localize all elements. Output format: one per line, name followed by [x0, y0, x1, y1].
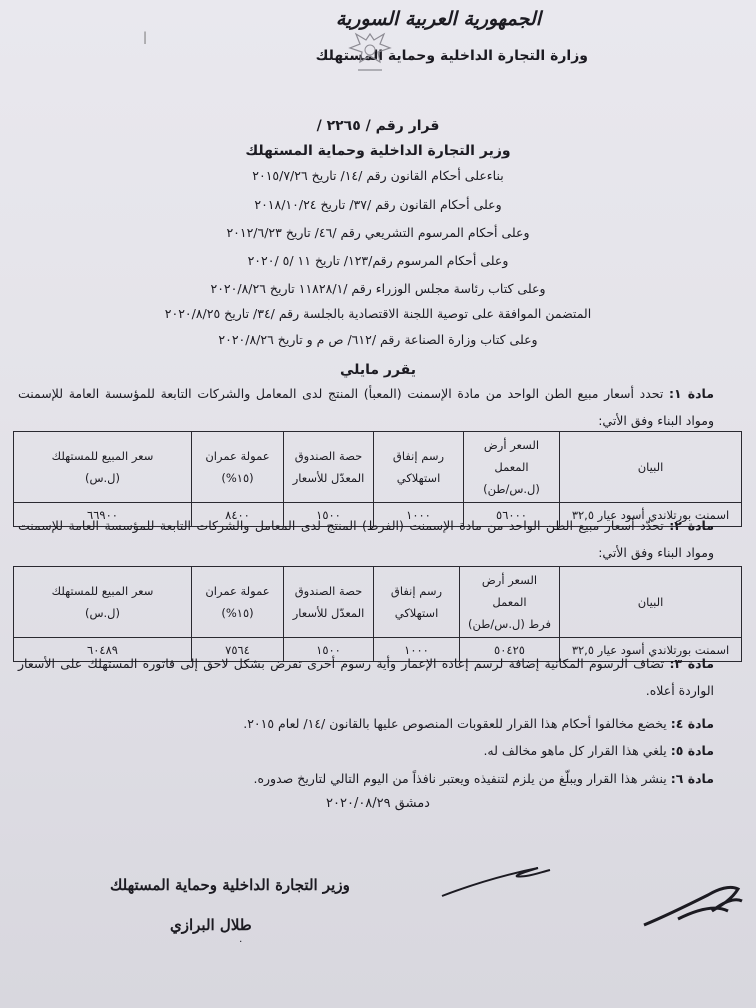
- article-5: [18, 737, 714, 764]
- header-cell: عمولة عمران (١٥%): [192, 567, 284, 638]
- table-cell: ٦٦٩٠٠: [14, 503, 192, 527]
- preamble-line: وعلى أحكام القانون رقم /٣٧/ تاريخ ٢٠١٨/١٠/٢٤: [254, 197, 502, 212]
- header-cell: البيان: [560, 567, 742, 638]
- preamble-line: وعلى أحكام المرسوم التشريعي رقم /٤٦/ تاريخ ٢٠١٢/٦/٢٣: [226, 225, 530, 240]
- decides-heading: يقرر مايلي: [339, 362, 417, 378]
- preamble-line: وعلى كتاب وزارة الصناعة رقم /٦١٢/ ص م و تاريخ ٢٠٢٠/٨/٢٦: [218, 332, 538, 347]
- header-cell: حصة الصندوق المعدّل للأسعار: [284, 432, 374, 503]
- article-3: [18, 650, 714, 704]
- table-cell: ١٥٠٠: [284, 638, 374, 662]
- header-cell: السعر أرض المعمل فرط (ل.س/طن): [460, 567, 560, 638]
- decision-number: قرار رقم / ٢٢٦٥ /: [316, 118, 440, 134]
- article-2-title: مادة ٢:: [669, 518, 714, 533]
- article-3-title: مادة ٣:: [669, 656, 714, 671]
- article-1: [18, 380, 714, 434]
- article-5-title: مادة ٥:: [670, 743, 714, 758]
- signatory-name: طلال البرازي: [170, 916, 252, 934]
- table-header-row: [14, 432, 742, 503]
- article-1-title: مادة ١:: [669, 386, 714, 401]
- preamble-line: بناءعلى أحكام القانون رقم /١٤/ تاريخ ٢٠١٥/٧/٢٦: [252, 168, 504, 183]
- article-4: [18, 710, 714, 737]
- article-2-text: تحدّد أسعار مبيع الطن الواحد من مادة الإسمنت (الفرط) المنتج لدى المعامل والشركات التابعة للمؤسسة العامة للإسمنت ومواد البناء وفق الأتي:: [18, 518, 714, 560]
- stamp-signature-icon: [638, 875, 748, 935]
- preamble-line: وعلى كتاب رئاسة مجلس الوزراء رقم /١١٨٢٨/١ تاريخ ٢٠٢٠/٨/٢٦: [210, 281, 546, 296]
- signatory-title: وزير التجارة الداخلية وحماية المستهلك: [110, 876, 350, 894]
- article-6-title: مادة ٦:: [670, 771, 714, 786]
- header-cell: حصة الصندوق المعدّل للأسعار: [284, 567, 374, 638]
- header-cell: سعر المبيع للمستهلك (ل.س): [14, 432, 192, 503]
- table-cell: ٨٤٠٠: [192, 503, 284, 527]
- table-cell: ١٠٠٠: [374, 638, 460, 662]
- article-6-text: ينشر هذا القرار ويبلّغ من يلزم لتنفيذه ويعتبر نافذاً من اليوم التالي لتاريخ صدوره.: [253, 771, 667, 786]
- issue-date: دمشق ٢٠٢٠/٠٨/٢٩: [326, 796, 430, 811]
- article-6: [18, 765, 714, 792]
- header-ministry: وزارة التجارة الداخلية وحماية المستهلك: [315, 48, 588, 64]
- article-4-text: يخضع مخالفوا أحكام هذا القرار للعقوبات المنصوص عليها بالقانون /١٤/ لعام ٢٠١٥.: [243, 716, 667, 731]
- table-cell: ٥٦٠٠٠: [464, 503, 560, 527]
- header-cell: السعر أرض المعمل (ل.س/طن): [464, 432, 560, 503]
- preamble-line: المتضمن الموافقة على توصية اللجنة الاقتصادية بالجلسة رقم /٣٤/ تاريخ ٢٠٢٠/٨/٢٥: [164, 306, 592, 321]
- price-table-bulk: [13, 566, 742, 662]
- header-cell: رسم إنفاق استهلاكي: [374, 567, 460, 638]
- table-cell: ٧٥٦٤: [192, 638, 284, 662]
- preamble-line: وعلى أحكام المرسوم رقم/١٢٣/ تاريخ ١١ /٥ /٢٠٢٠: [247, 253, 509, 268]
- table-cell: ١٥٠٠: [284, 503, 374, 527]
- signature-mark: ٠: [238, 936, 244, 947]
- header-cell: رسم إنفاق استهلاكي: [374, 432, 464, 503]
- table-cell: ٥٠٤٢٥: [460, 638, 560, 662]
- table-cell: اسمنت بورتلاندي أسود عيار ٣٢,٥: [560, 638, 742, 662]
- header-country: الجمهورية العربية السورية: [335, 8, 541, 30]
- minister-heading: وزير التجارة الداخلية وحماية المستهلك: [245, 143, 511, 159]
- header-cell: عمولة عمران (١٥%): [192, 432, 284, 503]
- article-1-text: تحدد أسعار مبيع الطن الواحد من مادة الإسمنت (المعبأ) المنتج لدى المعامل والشركات التابعة للمؤسسة العامة للإسمنت ومواد البناء وفق الأتي:: [18, 386, 714, 428]
- article-3-text: تضاف الرسوم المكانية إضافة لرسم إعادة الإعمار وأية رسوم أخرى تفرض بشكل لاحق إلى فاتورة المستهلك على الأسعار الواردة أعلاه.: [18, 656, 714, 698]
- header-cell: البيان: [560, 432, 742, 503]
- header-cell: سعر المبيع للمستهلك (ل.س): [14, 567, 192, 638]
- table-cell: ١٠٠٠: [374, 503, 464, 527]
- article-4-title: مادة ٤:: [670, 716, 714, 731]
- table-cell: ٦٠٤٨٩: [14, 638, 192, 662]
- table-cell: اسمنت بورتلاندي أسود عيار ٣٢,٥: [560, 503, 742, 527]
- handwritten-signature-icon: [438, 856, 558, 906]
- article-5-text: يلغي هذا القرار كل ماهو مخالف له.: [483, 743, 667, 758]
- eagle-emblem-icon: [340, 26, 400, 78]
- article-2: [18, 512, 714, 566]
- table-header-row: [14, 567, 742, 638]
- corner-mark: |: [143, 30, 148, 44]
